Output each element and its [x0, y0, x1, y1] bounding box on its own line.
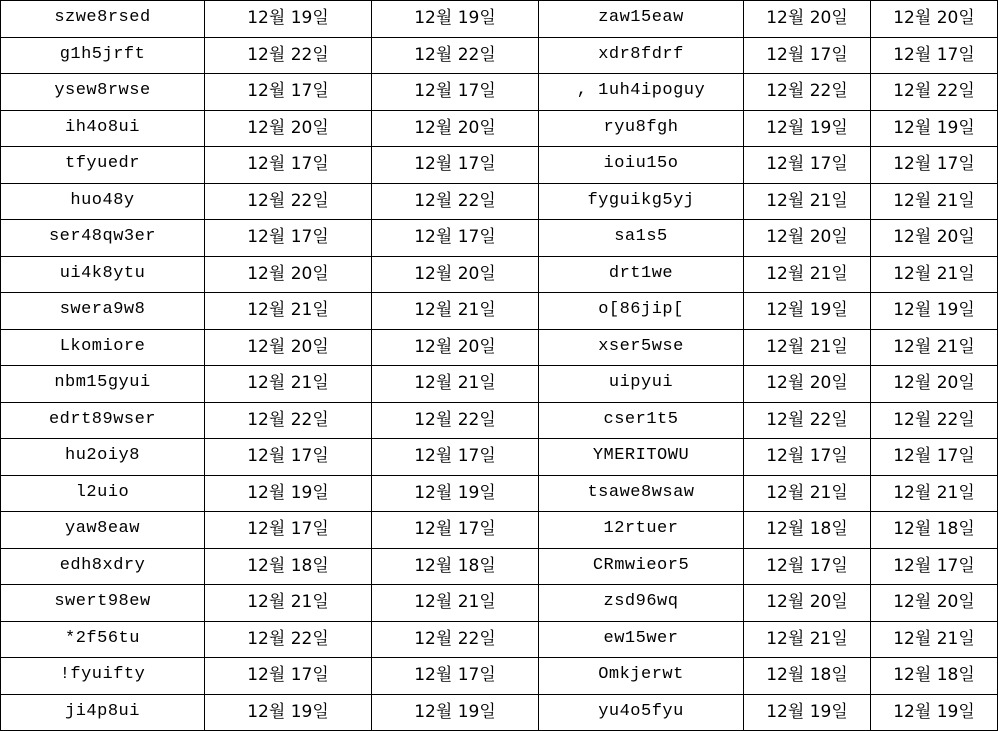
table-cell-date[interactable]: 12월 21일 — [871, 256, 998, 293]
table-cell-code[interactable]: hu2oiy8 — [1, 439, 205, 476]
table-cell-code[interactable]: CRmwieor5 — [539, 548, 744, 585]
table-cell-date[interactable]: 12월 21일 — [871, 621, 998, 658]
table-cell-code[interactable]: xdr8fdrf — [539, 37, 744, 74]
table-cell-date[interactable]: 12월 17일 — [871, 37, 998, 74]
table-cell-date[interactable]: 12월 21일 — [205, 585, 372, 622]
table-cell-date[interactable]: 12월 20일 — [871, 585, 998, 622]
table-cell-date[interactable]: 12월 17일 — [205, 147, 372, 184]
table-cell-date[interactable]: 12월 17일 — [744, 37, 871, 74]
table-cell-code[interactable]: drt1we — [539, 256, 744, 293]
table-cell-code[interactable]: Omkjerwt — [539, 658, 744, 695]
table-cell-date[interactable]: 12월 17일 — [744, 548, 871, 585]
table-cell-date[interactable]: 12월 17일 — [205, 658, 372, 695]
table-cell-date[interactable]: 12월 21일 — [744, 329, 871, 366]
table-cell-date[interactable]: 12월 19일 — [871, 293, 998, 330]
table-cell-date[interactable]: 12월 22일 — [372, 621, 539, 658]
table-cell-date[interactable]: 12월 21일 — [744, 183, 871, 220]
table-cell-date[interactable]: 12월 20일 — [744, 220, 871, 257]
table-cell-date[interactable]: 12월 17일 — [372, 512, 539, 549]
table-cell-date[interactable]: 12월 22일 — [372, 402, 539, 439]
table-cell-date[interactable]: 12월 19일 — [871, 694, 998, 731]
table-cell-code[interactable]: swert98ew — [1, 585, 205, 622]
table-cell-code[interactable]: ser48qw3er — [1, 220, 205, 257]
table-cell-date[interactable]: 12월 22일 — [205, 183, 372, 220]
table-cell-date[interactable]: 12월 21일 — [744, 621, 871, 658]
table-cell-date[interactable]: 12월 18일 — [744, 658, 871, 695]
table-cell-date[interactable]: 12월 20일 — [871, 366, 998, 403]
table-cell-date[interactable]: 12월 21일 — [744, 256, 871, 293]
table-cell-code[interactable]: !fyuifty — [1, 658, 205, 695]
table-cell-date[interactable]: 12월 18일 — [871, 512, 998, 549]
table-cell-code[interactable]: szwe8rsed — [1, 1, 205, 38]
table-cell-date[interactable]: 12월 20일 — [372, 329, 539, 366]
table-cell-date[interactable]: 12월 17일 — [744, 147, 871, 184]
table-row — [1, 183, 998, 220]
table-cell-date[interactable]: 12월 21일 — [205, 293, 372, 330]
table-cell-code[interactable]: ew15wer — [539, 621, 744, 658]
table-cell-code[interactable]: *2f56tu — [1, 621, 205, 658]
table-cell-code[interactable]: uipyui — [539, 366, 744, 403]
table-cell-date[interactable]: 12월 20일 — [205, 329, 372, 366]
table-cell-code[interactable]: l2uio — [1, 475, 205, 512]
table-cell-date[interactable]: 12월 22일 — [744, 402, 871, 439]
table-cell-code[interactable]: ioiu15o — [539, 147, 744, 184]
table-row — [1, 329, 998, 366]
table-row — [1, 147, 998, 184]
table-cell-date[interactable]: 12월 20일 — [372, 256, 539, 293]
table-row — [1, 621, 998, 658]
table-cell-date[interactable]: 12월 22일 — [205, 621, 372, 658]
table-cell-date[interactable]: 12월 17일 — [205, 512, 372, 549]
table-cell-code[interactable]: sa1s5 — [539, 220, 744, 257]
table-cell-date[interactable]: 12월 21일 — [744, 475, 871, 512]
table-cell-code[interactable]: ysew8rwse — [1, 74, 205, 111]
table-row — [1, 585, 998, 622]
table-row — [1, 1, 998, 38]
table-row — [1, 439, 998, 476]
table-cell-date[interactable]: 12월 22일 — [744, 74, 871, 111]
table-row — [1, 658, 998, 695]
table-cell-date[interactable]: 12월 20일 — [871, 220, 998, 257]
table-cell-date[interactable]: 12월 17일 — [205, 220, 372, 257]
table-cell-date[interactable]: 12월 19일 — [372, 1, 539, 38]
table-cell-code[interactable]: tsawe8wsaw — [539, 475, 744, 512]
table-cell-date[interactable]: 12월 17일 — [205, 74, 372, 111]
table-cell-date[interactable]: 12월 22일 — [205, 402, 372, 439]
table-cell-date[interactable]: 12월 21일 — [372, 293, 539, 330]
table-cell-code[interactable]: ih4o8ui — [1, 110, 205, 147]
table-cell-date[interactable]: 12월 20일 — [871, 1, 998, 38]
table-cell-date[interactable]: 12월 17일 — [372, 220, 539, 257]
table-cell-code[interactable]: huo48y — [1, 183, 205, 220]
table-row — [1, 74, 998, 111]
table-cell-date[interactable]: 12월 19일 — [372, 694, 539, 731]
table-cell-date[interactable]: 12월 22일 — [205, 37, 372, 74]
table-row — [1, 220, 998, 257]
table-cell-code[interactable]: zsd96wq — [539, 585, 744, 622]
table-cell-code[interactable]: ji4p8ui — [1, 694, 205, 731]
table-cell-date[interactable]: 12월 19일 — [372, 475, 539, 512]
table-cell-date[interactable]: 12월 21일 — [871, 475, 998, 512]
table-cell-date[interactable]: 12월 18일 — [372, 548, 539, 585]
table-row — [1, 37, 998, 74]
table-cell-date[interactable]: 12월 18일 — [205, 548, 372, 585]
table-cell-code[interactable]: , 1uh4ipoguy — [539, 74, 744, 111]
table-cell-date[interactable]: 12월 20일 — [744, 585, 871, 622]
table-row — [1, 694, 998, 731]
table-cell-code[interactable]: 12rtuer — [539, 512, 744, 549]
table-cell-code[interactable]: o[86jip[ — [539, 293, 744, 330]
table-cell-date[interactable]: 12월 21일 — [871, 329, 998, 366]
table-cell-date[interactable]: 12월 17일 — [871, 439, 998, 476]
table-cell-date[interactable]: 12월 19일 — [205, 1, 372, 38]
table-cell-code[interactable]: g1h5jrft — [1, 37, 205, 74]
table-cell-date[interactable]: 12월 19일 — [205, 475, 372, 512]
table-cell-date[interactable]: 12월 22일 — [372, 183, 539, 220]
table-cell-date[interactable]: 12월 22일 — [372, 37, 539, 74]
table-cell-date[interactable]: 12월 18일 — [871, 658, 998, 695]
table-cell-date[interactable]: 12월 19일 — [871, 110, 998, 147]
table-row — [1, 366, 998, 403]
table-cell-date[interactable]: 12월 17일 — [871, 548, 998, 585]
table-cell-code[interactable]: cser1t5 — [539, 402, 744, 439]
table-cell-code[interactable]: edh8xdry — [1, 548, 205, 585]
table-cell-date[interactable]: 12월 19일 — [205, 694, 372, 731]
table-row — [1, 512, 998, 549]
table-cell-date[interactable]: 12월 20일 — [205, 256, 372, 293]
table-cell-code[interactable]: yaw8eaw — [1, 512, 205, 549]
table-cell-date[interactable]: 12월 17일 — [744, 439, 871, 476]
table-row — [1, 475, 998, 512]
table-cell-date[interactable]: 12월 17일 — [372, 74, 539, 111]
table-cell-date[interactable]: 12월 22일 — [871, 402, 998, 439]
table-cell-code[interactable]: YMERITOWU — [539, 439, 744, 476]
table-cell-code[interactable]: edrt89wser — [1, 402, 205, 439]
table-cell-code[interactable]: nbm15gyui — [1, 366, 205, 403]
table-cell-date[interactable]: 12월 19일 — [744, 694, 871, 731]
table-cell-code[interactable]: Lkomiore — [1, 329, 205, 366]
table-cell-code[interactable]: xser5wse — [539, 329, 744, 366]
table-cell-code[interactable]: ryu8fgh — [539, 110, 744, 147]
table-cell-code[interactable]: yu4o5fyu — [539, 694, 744, 731]
table-row — [1, 548, 998, 585]
table-cell-date[interactable]: 12월 22일 — [871, 74, 998, 111]
table-cell-date[interactable]: 12월 21일 — [871, 183, 998, 220]
table-cell-date[interactable]: 12월 20일 — [744, 366, 871, 403]
table-row — [1, 256, 998, 293]
table-row — [1, 110, 998, 147]
table-cell-date[interactable]: 12월 20일 — [372, 110, 539, 147]
table-cell-date[interactable]: 12월 17일 — [372, 439, 539, 476]
table-cell-date[interactable]: 12월 21일 — [372, 585, 539, 622]
table-cell-date[interactable]: 12월 18일 — [744, 512, 871, 549]
table-cell-code[interactable]: ui4k8ytu — [1, 256, 205, 293]
table-cell-date[interactable]: 12월 19일 — [744, 110, 871, 147]
table-cell-date[interactable]: 12월 17일 — [372, 658, 539, 695]
table-cell-date[interactable]: 12월 17일 — [205, 439, 372, 476]
table-cell-date[interactable]: 12월 19일 — [744, 293, 871, 330]
table-cell-code[interactable]: fyguikg5yj — [539, 183, 744, 220]
table-cell-date[interactable]: 12월 21일 — [205, 366, 372, 403]
table-cell-date[interactable]: 12월 20일 — [205, 110, 372, 147]
table-cell-code[interactable]: zaw15eaw — [539, 1, 744, 38]
table-cell-date[interactable]: 12월 20일 — [744, 1, 871, 38]
table-cell-date[interactable]: 12월 21일 — [372, 366, 539, 403]
table-cell-code[interactable]: swera9w8 — [1, 293, 205, 330]
table-row — [1, 402, 998, 439]
table-body — [1, 1, 998, 731]
table-cell-date[interactable]: 12월 17일 — [871, 147, 998, 184]
table-cell-date[interactable]: 12월 17일 — [372, 147, 539, 184]
table-cell-code[interactable]: tfyuedr — [1, 147, 205, 184]
table-row — [1, 293, 998, 330]
